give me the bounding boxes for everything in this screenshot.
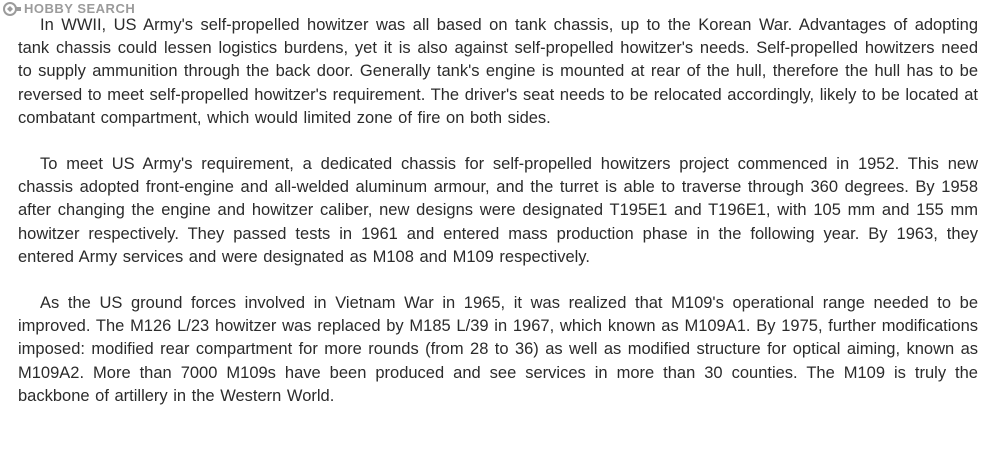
hobby-search-logo-icon [3, 2, 21, 16]
watermark-text: HOBBY SEARCH [24, 1, 136, 16]
paragraph-history-wwii: In WWII, US Army's self-propelled howitzer was all based on tank chassis, up to the Korean War. Advantages of adopting tank chassis could lessen logistics burdens, yet it is also against self-propelled howitzer's needs. Self-propelled howitzers need to supply ammunition through the back door. Generally tank's engine is mounted at rear of the hull, therefore the hull has to be reversed to meet self-propelled howitzer's requirement. The driver's seat needs to be relocated accordingly, likely to be located at combatant compartment, which would limited zone of fire on both sides. [18, 16, 978, 127]
paragraph-vietnam-upgrades: As the US ground forces involved in Vietnam War in 1965, it was realized that M109's operational range needed to be improved. The M126 L/23 howitzer was replaced by M185 L/39 in 1967, which known as M109A1. By 1975, further modifications imposed: modified rear compartment for more rounds (from 28 to 36) as well as modified structure for optical aiming, known as M109A2. More than 7000 M109s have been produced and see services in more than 30 counties. The M109 is truly the backbone of artillery in the Western World. [18, 294, 978, 405]
watermark [3, 1, 135, 16]
paragraph-chassis-development: To meet US Army's requirement, a dedicated chassis for self-propelled howitzers project commenced in 1952. This new chassis adopted front-engine and all-welded aluminum armour, and the turret is able to traverse through 360 degrees. By 1958 after changing the engine and howitzer caliber, new designs were designated T195E1 and T196E1, with 105 mm and 155 mm howitzer respectively. They passed tests in 1961 and entered mass production phase in the following year. By 1963, they entered Army services and were designated as M108 and M109 respectively. [18, 155, 978, 266]
document-body [18, 14, 978, 408]
